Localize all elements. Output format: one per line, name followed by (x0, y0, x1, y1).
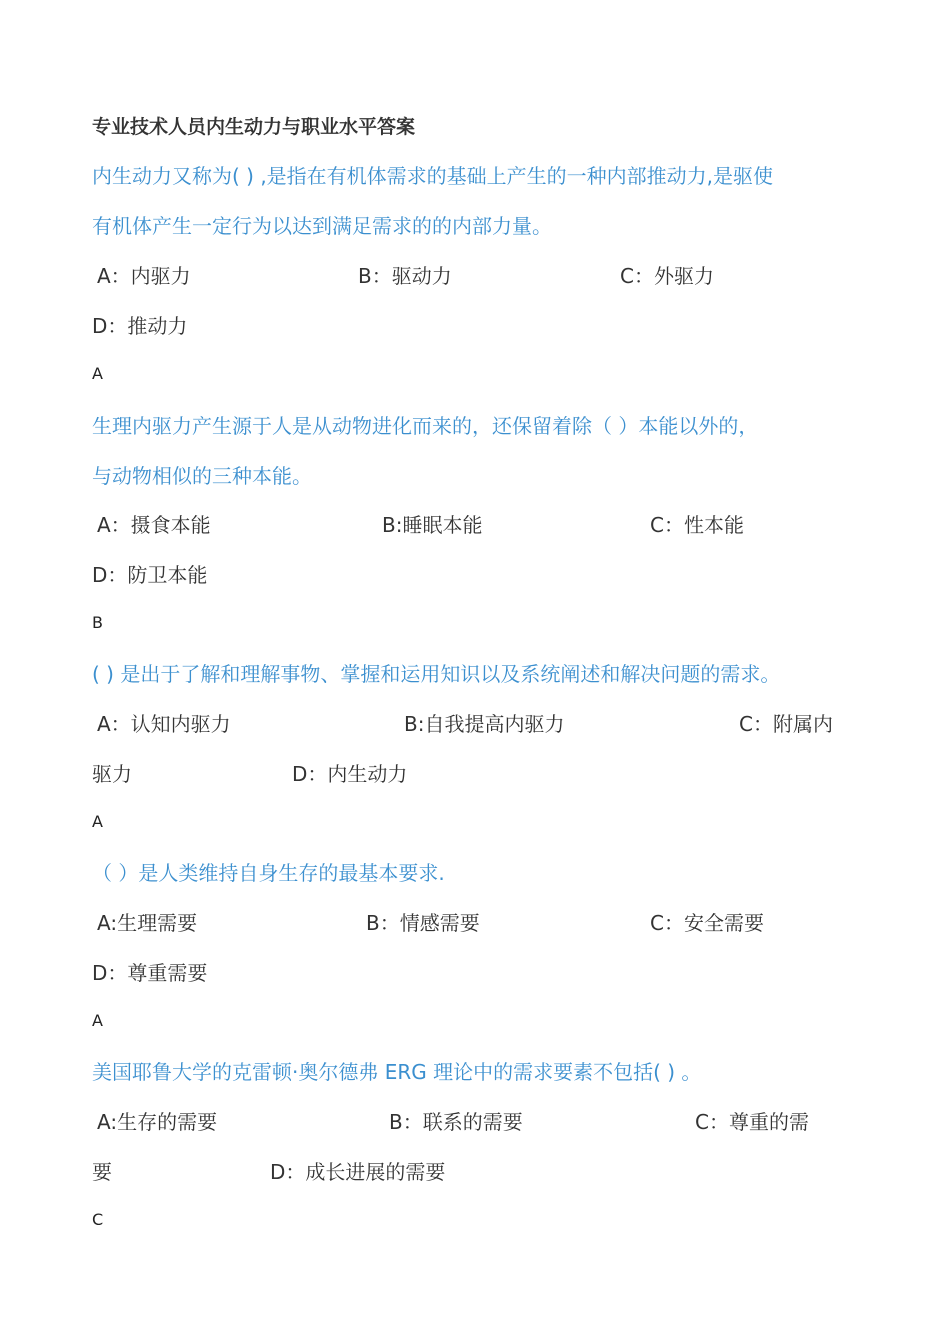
question-2-text-line-1: 生理内驱力产生源于人是从动物进化而来的，还保留着除（ ）本能以外的， (92, 414, 759, 438)
question-2-option-b: B:睡眠本能 (382, 513, 483, 537)
document-title: 专业技术人员内生动力与职业水平答案 (92, 116, 416, 138)
question-4-option-b: B：情感需要 (366, 911, 480, 935)
question-1-option-c: C：外驱力 (620, 264, 714, 288)
question-1-answer: A (92, 364, 103, 383)
question-4-option-c: C：安全需要 (650, 911, 764, 935)
question-5-option-c: C：尊重的需 (695, 1110, 809, 1134)
question-5-text-line-1: 美国耶鲁大学的克雷顿·奥尔德弗 ERG 理论中的需求要素不包括( ) 。 (92, 1060, 702, 1084)
question-1-text-line-1: 内生动力又称为( ) ,是指在有机体需求的基础上产生的一种内部推动力,是驱使 (92, 164, 774, 188)
question-3-option-c: C：附属内 (739, 712, 833, 736)
question-2-text-line-2: 与动物相似的三种本能。 (92, 464, 312, 488)
question-2-answer: B (92, 613, 103, 632)
question-5-option-b: B：联系的需要 (389, 1110, 523, 1134)
question-1-text-line-2: 有机体产生一定行为以达到满足需求的的内部力量。 (92, 214, 552, 238)
question-4-option-d: D：尊重需要 (92, 961, 208, 985)
question-4-text-line-1: （ ）是人类维持自身生存的最基本要求. (92, 861, 445, 885)
question-5-option-c-continued: 要 (92, 1160, 112, 1184)
question-1-option-a: A：内驱力 (97, 264, 191, 288)
question-3-answer: A (92, 812, 103, 831)
question-3-text-line-1: ( ) 是出于了解和理解事物、掌握和运用知识以及系统阐述和解决问题的需求。 (92, 662, 781, 686)
question-5-option-a: A:生存的需要 (97, 1110, 218, 1134)
question-5-option-d: D：成长进展的需要 (270, 1160, 446, 1184)
question-1-option-b: B：驱动力 (358, 264, 452, 288)
question-1-option-d: D：推动力 (92, 314, 188, 338)
question-3-option-a: A：认知内驱力 (97, 712, 231, 736)
question-2-option-a: A：摄食本能 (97, 513, 211, 537)
question-3-option-c-continued: 驱力 (92, 762, 132, 786)
question-2-option-c: C：性本能 (650, 513, 744, 537)
question-4-answer: A (92, 1011, 103, 1030)
question-3-option-d: D：内生动力 (292, 762, 408, 786)
question-2-option-d: D：防卫本能 (92, 563, 208, 587)
question-4-option-a: A:生理需要 (97, 911, 198, 935)
question-3-option-b: B:自我提高内驱力 (404, 712, 565, 736)
question-5-answer: C (92, 1210, 104, 1229)
